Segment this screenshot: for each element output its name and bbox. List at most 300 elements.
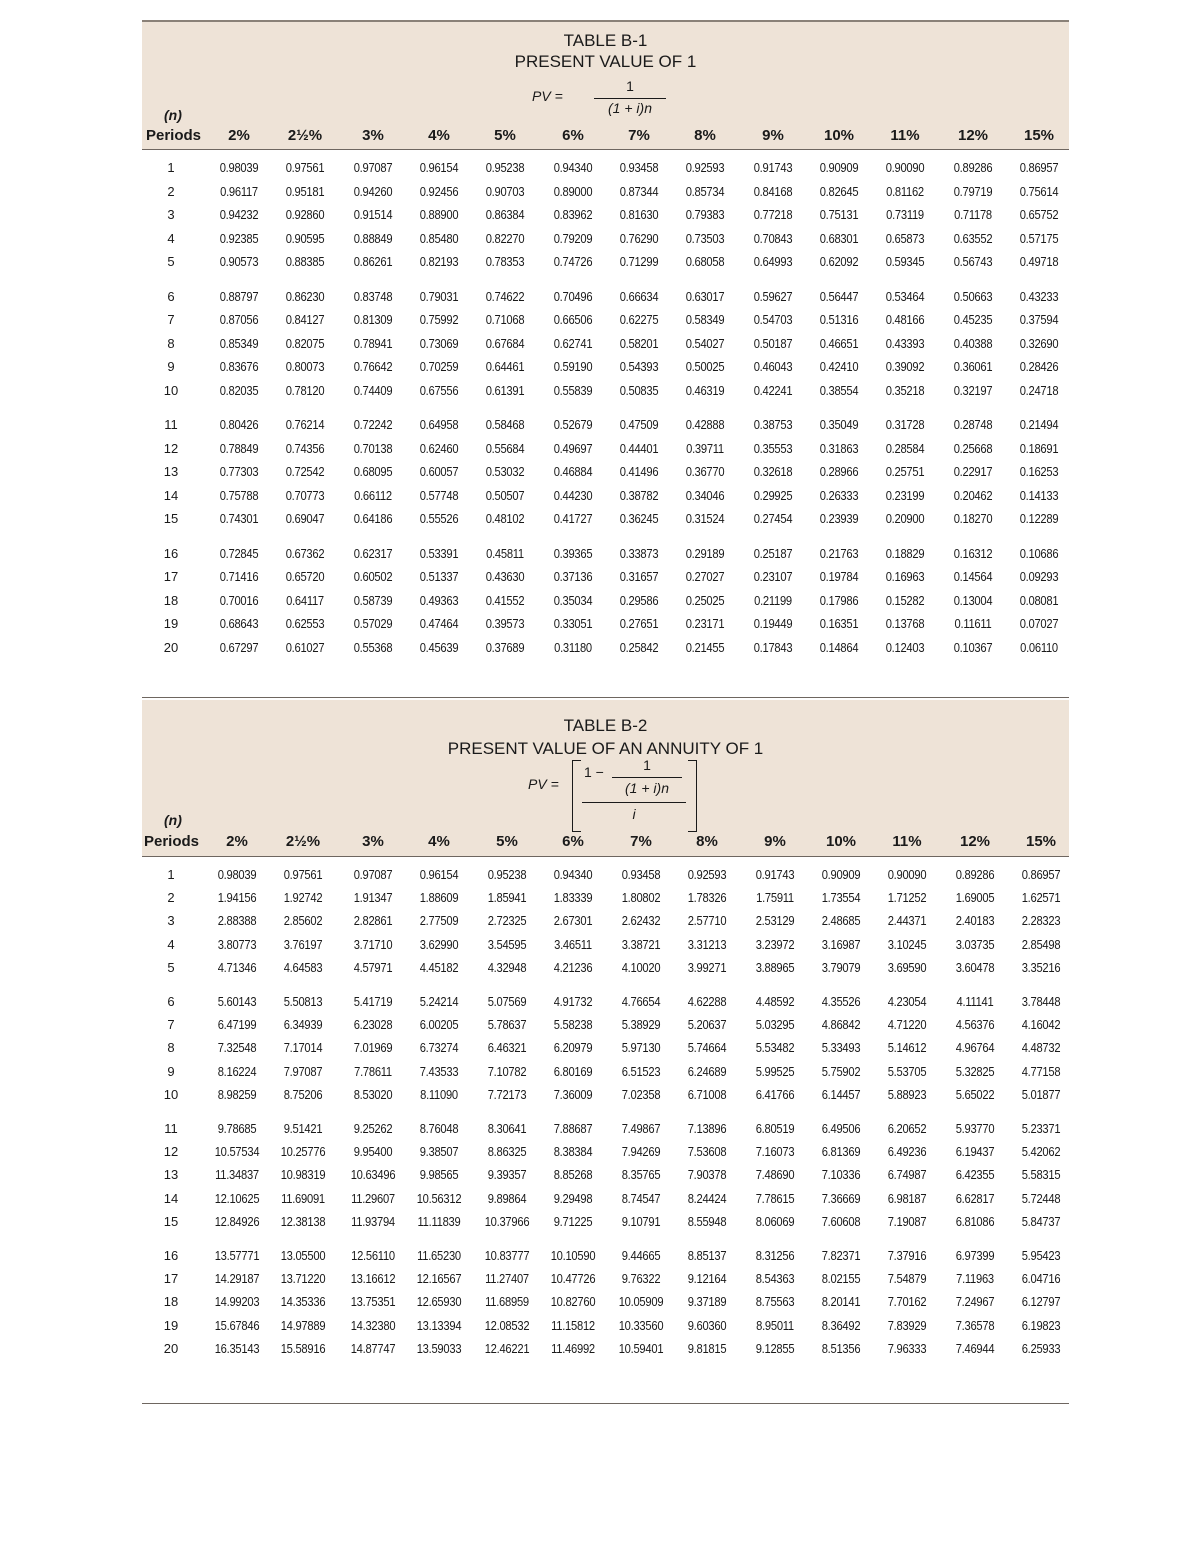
period-cell: 4 [167,230,175,246]
value-cell: 0.46043 [753,359,793,374]
value-cell: 6.25933 [1021,1340,1061,1356]
value-cell: 0.33051 [553,616,593,631]
fraction-line-outer [582,802,686,803]
formula-lhs: PV = [532,88,563,104]
period-cell: 10 [163,382,179,398]
value-cell: 8.36492 [821,1317,861,1333]
column-header: 9% [762,127,784,144]
value-cell: 9.71225 [553,1213,593,1229]
value-cell: 6.19437 [955,1144,995,1160]
value-cell: 0.38554 [819,382,859,398]
value-cell: 7.46944 [955,1340,995,1356]
value-cell: 0.53464 [885,288,925,304]
column-header: 5% [496,833,518,850]
value-cell: 9.76322 [621,1271,661,1287]
period-cell: 17 [163,1271,179,1287]
value-cell: 0.84168 [753,183,793,199]
value-cell: 0.66506 [553,312,593,327]
value-cell: 8.85268 [553,1167,593,1183]
value-cell: 5.84737 [1021,1213,1061,1229]
column-header: 15% [1025,833,1057,850]
value-cell: 0.64993 [753,254,793,269]
value-cell: 3.88965 [755,959,795,975]
table-row [142,441,1069,465]
period-cell: 11 [164,417,178,432]
value-cell: 0.39092 [885,359,925,374]
value-cell: 7.78615 [755,1190,795,1206]
periods-header: Periods [146,127,202,144]
value-cell: 5.88923 [887,1086,927,1102]
value-cell: 0.68301 [819,230,859,246]
value-cell: 0.36245 [619,511,659,526]
value-cell: 0.68058 [685,254,725,269]
value-cell: 5.38929 [621,1017,661,1033]
column-header: 3% [362,127,384,144]
value-cell: 7.97087 [283,1063,323,1079]
value-cell: 1.78326 [687,890,727,906]
value-cell: 6.81369 [821,1144,861,1160]
column-header: 2½% [287,127,323,144]
bottom-rule [142,697,1069,698]
value-cell: 0.90090 [885,160,925,175]
value-cell: 4.11141 [956,994,994,1009]
value-cell: 2.72325 [487,913,527,929]
formula-numerator: 1 [626,78,634,94]
value-cell: 0.28584 [885,440,925,456]
value-cell: 5.74664 [687,1040,727,1056]
value-cell: 5.33493 [821,1040,861,1056]
value-cell: 0.50187 [753,335,793,351]
value-cell: 0.45235 [953,312,993,327]
value-cell: 0.09293 [1019,569,1059,584]
period-cell: 9 [167,359,175,374]
value-cell: 0.76642 [353,359,393,374]
value-cell: 9.78685 [217,1121,257,1136]
value-cell: 7.72173 [487,1086,527,1102]
value-cell: 11.15812 [551,1317,595,1333]
value-cell: 3.71710 [353,936,393,952]
value-cell: 3.69590 [887,959,927,975]
value-cell: 0.57175 [1019,230,1059,246]
value-cell: 2.67301 [553,913,593,929]
value-cell: 0.77303 [219,464,259,479]
value-cell: 0.64186 [353,511,393,526]
value-cell: 0.54393 [619,359,659,374]
value-cell: 6.51523 [621,1063,661,1079]
value-cell: 10.82760 [550,1294,596,1310]
period-cell: 11 [164,1121,178,1136]
value-cell: 0.25025 [685,592,725,608]
period-cell: 1 [167,867,175,882]
formula-i: i [632,806,636,822]
value-cell: 7.02358 [621,1086,661,1102]
table-row [142,593,1069,617]
value-cell: 0.90090 [887,867,927,882]
value-cell: 0.41552 [485,592,525,608]
value-cell: 7.88687 [553,1121,593,1136]
value-cell: 11.65230 [417,1248,461,1263]
value-cell: 0.67556 [419,382,459,398]
value-cell: 0.62741 [553,335,593,351]
value-cell: 10.47726 [550,1271,596,1287]
table-row [142,640,1069,664]
value-cell: 12.84926 [214,1213,260,1229]
value-cell: 4.96764 [955,1040,995,1056]
value-cell: 0.45639 [419,639,459,655]
value-cell: 7.17014 [283,1040,323,1056]
value-cell: 0.14133 [1019,487,1059,503]
value-cell: 6.73274 [419,1040,459,1056]
value-cell: 9.29498 [553,1190,593,1206]
value-cell: 0.10686 [1019,545,1059,561]
value-cell: 0.53391 [419,545,459,561]
value-cell: 8.24424 [687,1190,727,1206]
value-cell: 12.38138 [280,1213,326,1229]
value-cell: 5.93770 [955,1121,995,1136]
value-cell: 10.25776 [280,1144,326,1160]
value-cell: 0.21199 [754,592,792,608]
value-cell: 0.74726 [553,254,593,269]
value-cell: 0.74622 [485,288,525,304]
value-cell: 0.85349 [219,335,259,351]
value-cell: 5.42062 [1021,1144,1061,1160]
value-cell: 0.84127 [285,312,325,327]
value-cell: 0.79719 [953,183,993,199]
period-cell: 13 [163,1167,179,1183]
fraction-line [594,98,666,99]
value-cell: 1.92742 [283,890,323,906]
value-cell: 1.69005 [955,890,995,906]
value-cell: 0.86957 [1021,867,1061,882]
value-cell: 0.53032 [485,464,525,479]
table-row [142,1121,1069,1145]
value-cell: 8.86325 [487,1144,527,1160]
table-b2 [142,699,1069,1407]
value-cell: 0.92456 [419,183,459,199]
table-row [142,488,1069,512]
value-cell: 7.90378 [687,1167,727,1183]
value-cell: 5.32825 [955,1063,995,1079]
column-header: 7% [630,833,652,850]
table-b1-header [142,22,1069,149]
column-header: 9% [764,833,786,850]
fraction-line-inner [612,777,682,778]
value-cell: 14.87747 [350,1340,396,1356]
value-cell: 0.25751 [885,464,925,479]
value-cell: 6.12797 [1021,1294,1061,1310]
value-cell: 0.76214 [285,417,325,432]
value-cell: 5.50813 [283,994,323,1009]
value-cell: 0.70773 [285,487,325,503]
table-row [142,383,1069,407]
value-cell: 9.60360 [687,1317,727,1333]
value-cell: 7.32548 [217,1040,257,1056]
table-b1-formula [532,80,672,124]
value-cell: 0.11611 [954,616,992,631]
value-cell: 5.01877 [1021,1086,1061,1102]
value-cell: 0.13004 [953,592,993,608]
value-cell: 3.38721 [621,936,661,952]
value-cell: 9.39357 [487,1167,527,1183]
value-cell: 4.16042 [1021,1017,1061,1033]
value-cell: 0.51337 [419,569,459,584]
value-cell: 14.97889 [280,1317,326,1333]
value-cell: 0.96154 [419,160,459,175]
value-cell: 0.95238 [487,867,527,882]
value-cell: 0.82270 [485,230,525,246]
column-header: 6% [562,127,584,144]
value-cell: 0.71068 [485,312,525,327]
value-cell: 6.97399 [955,1248,995,1263]
column-header-row [142,127,1069,147]
value-cell: 7.19087 [887,1213,927,1229]
value-cell: 0.67362 [285,545,325,561]
value-cell: 7.94269 [621,1144,661,1160]
value-cell: 6.19823 [1021,1317,1061,1333]
value-cell: 0.64958 [419,417,459,432]
period-cell: 1 [167,160,175,175]
formula-bracket-right [688,760,697,832]
value-cell: 13.05500 [280,1248,326,1263]
table-row [142,231,1069,255]
value-cell: 0.50025 [685,359,725,374]
column-header: 2½% [285,833,321,850]
value-cell: 0.65720 [285,569,325,584]
value-cell: 10.83777 [484,1248,530,1263]
value-cell: 0.20900 [885,511,925,526]
period-cell: 6 [167,994,175,1009]
value-cell: 0.36770 [685,464,725,479]
value-cell: 11.27407 [485,1271,529,1287]
value-cell: 9.25262 [353,1121,393,1136]
value-cell: 13.16612 [350,1271,396,1287]
value-cell: 5.41719 [353,994,393,1009]
value-cell: 13.57771 [214,1248,260,1263]
value-cell: 0.79031 [419,288,459,304]
value-cell: 0.89286 [955,867,995,882]
value-cell: 6.62817 [955,1190,995,1206]
value-cell: 0.57748 [419,487,459,503]
value-cell: 0.78120 [285,382,325,398]
value-cell: 1.83339 [553,890,593,906]
value-cell: 0.91743 [753,160,793,175]
value-cell: 8.75563 [755,1294,795,1310]
value-cell: 0.10367 [953,639,993,655]
value-cell: 0.28426 [1019,359,1059,374]
value-cell: 6.46321 [487,1040,527,1056]
value-cell: 0.35553 [753,440,793,456]
column-header: 8% [696,833,718,850]
value-cell: 8.16224 [217,1063,257,1079]
value-cell: 5.24214 [419,994,459,1009]
value-cell: 6.00205 [419,1017,459,1033]
value-cell: 3.60478 [955,959,995,975]
value-cell: 8.55948 [687,1213,727,1229]
value-cell: 5.53482 [755,1040,795,1056]
value-cell: 0.62092 [819,254,859,269]
table-row [142,890,1069,914]
value-cell: 4.76654 [621,994,661,1009]
formula-lhs: PV = [528,776,559,792]
column-header: 15% [1023,127,1055,144]
value-cell: 0.35049 [819,417,859,432]
value-cell: 0.93458 [619,160,659,175]
value-cell: 11.34837 [215,1167,259,1183]
period-cell: 12 [163,1144,179,1160]
period-cell: 18 [163,592,179,608]
value-cell: 0.86230 [285,288,325,304]
value-cell: 0.17986 [819,592,859,608]
value-cell: 0.33873 [619,545,659,561]
value-cell: 0.83748 [353,288,393,304]
period-cell: 5 [167,254,175,269]
value-cell: 0.62553 [285,616,325,631]
value-cell: 0.25187 [753,545,793,561]
value-cell: 0.56743 [953,254,993,269]
value-cell: 0.62460 [419,440,459,456]
value-cell: 15.58916 [280,1340,326,1356]
value-cell: 0.39365 [553,545,593,561]
value-cell: 8.98259 [217,1086,257,1102]
value-cell: 2.57710 [687,913,727,929]
value-cell: 0.81309 [353,312,393,327]
value-cell: 0.90703 [485,183,525,199]
value-cell: 2.85602 [283,913,323,929]
value-cell: 0.27027 [685,569,725,584]
table-b2-subtitle: PRESENT VALUE OF AN ANNUITY OF 1 [447,739,764,758]
value-cell: 0.47509 [619,417,659,432]
value-cell: 0.54703 [753,312,793,327]
value-cell: 10.37966 [484,1213,530,1229]
value-cell: 0.61027 [285,639,325,655]
value-cell: 0.57029 [353,616,393,631]
value-cell: 0.90909 [819,160,859,175]
value-cell: 5.20637 [687,1017,727,1033]
value-cell: 0.98039 [217,867,257,882]
value-cell: 4.71346 [217,959,257,975]
value-cell: 6.80169 [553,1063,593,1079]
value-cell: 0.08081 [1019,592,1059,608]
value-cell: 0.68095 [353,464,393,479]
value-cell: 5.65022 [955,1086,995,1102]
value-cell: 1.91347 [353,890,393,906]
value-cell: 0.23199 [885,487,925,503]
value-cell: 3.10245 [887,936,927,952]
value-cell: 0.70138 [353,440,393,456]
value-cell: 0.91743 [755,867,795,882]
value-cell: 7.48690 [755,1167,795,1183]
period-cell: 19 [163,1317,179,1333]
value-cell: 0.78849 [219,440,259,456]
value-cell: 0.51316 [819,312,859,327]
value-cell: 0.46651 [819,335,859,351]
period-cell: 20 [163,639,179,655]
value-cell: 7.53608 [687,1144,727,1160]
value-cell: 9.44665 [621,1248,661,1263]
value-cell: 2.48685 [821,913,861,929]
value-cell: 0.75131 [819,207,859,222]
value-cell: 0.21494 [1019,417,1059,432]
value-cell: 0.25668 [953,440,993,456]
value-cell: 6.81086 [955,1213,995,1229]
table-row [142,184,1069,208]
value-cell: 0.69047 [285,511,325,526]
table-row [142,1040,1069,1064]
value-cell: 0.44401 [619,440,659,456]
table-row [142,336,1069,360]
value-cell: 1.62571 [1021,890,1061,906]
period-cell: 20 [163,1340,179,1356]
value-cell: 0.73503 [685,230,725,246]
value-cell: 0.50835 [619,382,659,398]
value-cell: 0.74409 [353,382,393,398]
value-cell: 0.44230 [553,487,593,503]
value-cell: 5.78637 [487,1017,527,1033]
value-cell: 2.40183 [955,913,995,929]
value-cell: 0.37594 [1019,312,1059,327]
period-cell: 12 [163,440,179,456]
period-cell: 7 [167,1017,175,1033]
value-cell: 0.47464 [419,616,459,631]
value-cell: 5.23371 [1021,1121,1061,1136]
value-cell: 13.59033 [416,1340,462,1356]
value-cell: 14.35336 [280,1294,326,1310]
value-cell: 0.92593 [685,160,725,175]
value-cell: 7.70162 [887,1294,927,1310]
value-cell: 0.70843 [753,230,793,246]
value-cell: 0.18691 [1019,440,1059,456]
value-cell: 0.79383 [685,207,725,222]
value-cell: 0.82645 [819,183,859,199]
value-cell: 0.18829 [885,545,925,561]
period-cell: 8 [167,335,175,351]
bottom-rule [142,1403,1069,1404]
value-cell: 0.54027 [685,335,725,351]
value-cell: 0.90909 [821,867,861,882]
value-cell: 5.72448 [1021,1190,1061,1206]
value-cell: 4.57971 [353,959,393,975]
value-cell: 0.32618 [753,464,793,479]
value-cell: 0.59627 [753,288,793,304]
value-cell: 0.16351 [819,616,859,631]
value-cell: 6.74987 [887,1167,927,1183]
period-cell: 2 [167,890,175,906]
value-cell: 8.51356 [821,1340,861,1356]
value-cell: 0.23171 [685,616,725,631]
value-cell: 8.31256 [755,1248,795,1263]
value-cell: 0.62275 [619,312,659,327]
value-cell: 0.55839 [553,382,593,398]
value-cell: 0.90595 [285,230,325,246]
value-cell: 0.77218 [753,207,793,222]
value-cell: 0.67297 [219,639,259,655]
n-label: (n) [164,107,182,123]
value-cell: 0.71178 [954,207,992,222]
value-cell: 5.99525 [755,1063,795,1079]
value-cell: 0.63017 [685,288,725,304]
value-cell: 8.95011 [756,1317,794,1333]
table-row [142,1064,1069,1088]
value-cell: 13.75351 [350,1294,396,1310]
value-cell: 0.82193 [419,254,459,269]
value-cell: 0.94232 [219,207,259,222]
table-row [142,913,1069,937]
value-cell: 1.73554 [821,890,861,906]
value-cell: 9.81815 [687,1340,727,1356]
value-cell: 3.46511 [554,936,592,952]
value-cell: 10.57534 [214,1144,260,1160]
column-header: 12% [957,127,989,144]
